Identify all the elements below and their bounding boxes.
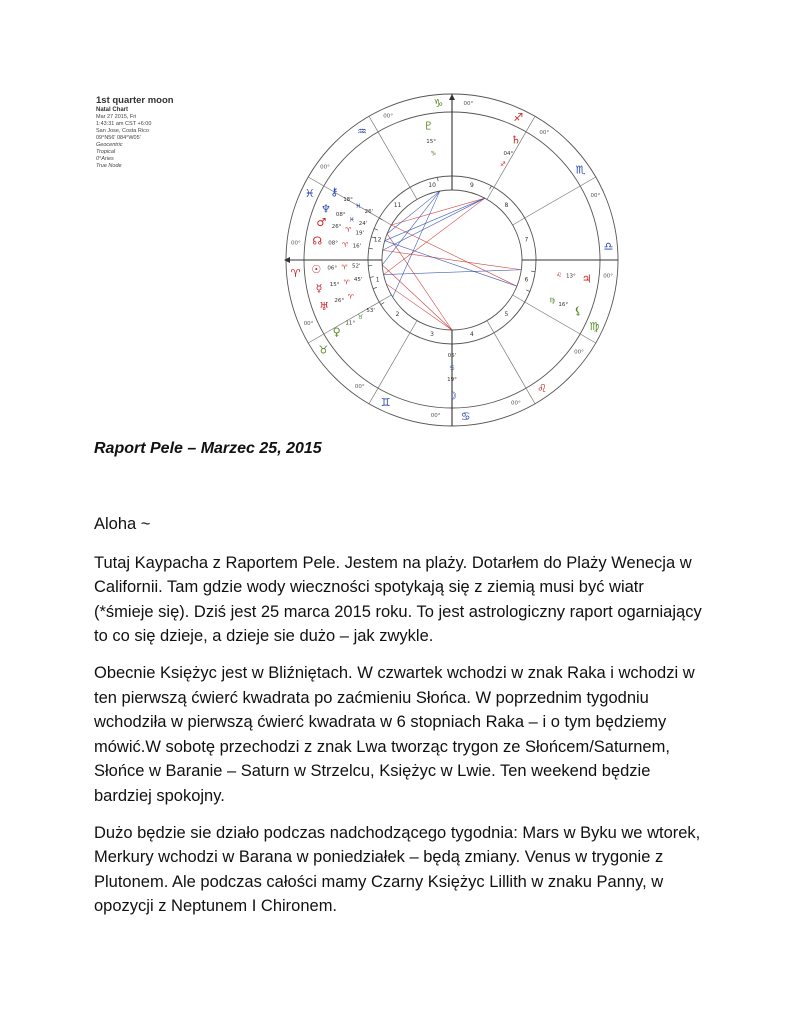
cusp-degree-label: 00°	[590, 193, 601, 200]
planet-glyph: ♀	[332, 325, 341, 339]
sign-glyph: ♎	[603, 239, 614, 253]
chart-subtitle: Natal Chart	[96, 107, 129, 113]
planet-glyph: ☉	[311, 262, 322, 276]
planet-glyph: ☊	[312, 234, 323, 248]
planet-sign: ♍	[549, 296, 556, 305]
cusp-degree-label: 00°	[320, 164, 330, 171]
planet-glyph: ♇	[423, 119, 434, 133]
planet-degree: 13°	[565, 273, 576, 280]
natal-chart-wheel	[282, 90, 622, 430]
cusp-degree-label: 00°	[510, 400, 521, 407]
chart-info-time: 1:43:31 am CST +6:00	[96, 121, 152, 127]
planet-degree: 11°	[345, 320, 356, 327]
planet-tick	[381, 302, 384, 304]
sign-glyph: ♈	[290, 267, 301, 281]
planet-sign: ♈	[347, 292, 354, 301]
planet-degree: 04°	[503, 151, 514, 158]
planet-degree: 08°	[335, 212, 346, 219]
cusp-degree-label: 00°	[539, 129, 550, 136]
natal-chart-svg	[282, 90, 622, 430]
chart-info-aries: 0°Aries	[96, 156, 114, 162]
asc-arrow	[284, 257, 290, 263]
planet-minute: 16'	[352, 243, 362, 250]
planet-tick	[437, 177, 438, 181]
sign-glyph: ♑	[433, 97, 444, 111]
planet-degree: 06°	[327, 265, 338, 272]
sign-glyph: ♊	[380, 395, 391, 409]
chart-caption	[96, 95, 206, 170]
house-number: 11	[393, 202, 402, 210]
cusp-degree-label: 00°	[354, 384, 365, 391]
planet-tick	[369, 248, 373, 249]
planet-glyph: ♄	[510, 133, 521, 147]
planet-glyph: ☿	[315, 281, 323, 295]
sign-glyph: ♐	[513, 111, 524, 125]
planet-tick	[531, 271, 535, 272]
planet-tick	[379, 218, 382, 220]
house-number: 9	[470, 182, 474, 190]
chart-info-geocentric: Geocentric	[96, 142, 123, 148]
planet-tick	[370, 277, 374, 278]
planet-degree: 15°	[426, 138, 437, 145]
planet-sign: ♈	[343, 278, 350, 287]
paragraph-2: Obecnie Księżyc jest w Bliźniętach. W czwartek wchodzi w znak Raka i wchodzi w ten pierwszą ćwierć kwadrata po zaćmieniu Słońca. W poprzednim tygodniu wchodziła w pierwszą ćwierć kwadrata w 6 stopniach Raka – i o tym będziemy mówić.W sobotę przechodzi z znak Lwa tworząc trygon ze Słońcem/Saturnem, Słońce w Baranie – Saturn w Strzelcu, Księżyc w Lwie. Ten weekend będzie bardziej spokojny.	[94, 663, 695, 805]
planet-glyph: ☽	[447, 389, 457, 403]
planet-sign: ♓	[355, 202, 362, 210]
planet-sign: ♑	[430, 149, 437, 158]
planet-degree: 15°	[329, 281, 340, 288]
planet-degree: 08°	[328, 240, 339, 247]
planet-sign: ♌	[556, 271, 562, 280]
greeting: Aloha ~	[94, 515, 151, 533]
house-number: 4	[470, 330, 474, 338]
cusp-degree-label: 00°	[463, 100, 474, 107]
planet-minute: 19'	[355, 230, 364, 237]
planet-degree: 26°	[331, 223, 342, 230]
chart-info-tropical: Tropical	[96, 149, 116, 155]
sign-glyph: ♏	[575, 163, 586, 177]
cusp-degree-label: 00°	[430, 413, 441, 420]
house-number: 2	[395, 310, 400, 318]
chart-info-date: Mar 27 2015, Fri	[96, 114, 137, 120]
planet-degree: 16°	[558, 301, 569, 308]
aspect-line	[387, 191, 440, 234]
planet-tick	[526, 290, 530, 291]
chart-info-place: San Jose, Costa Rico	[96, 128, 149, 134]
planet-minute: 52'	[351, 263, 361, 270]
sign-glyph: ♌	[537, 382, 547, 396]
planet-minute: 05'	[447, 353, 457, 359]
paragraph-3: Dużo będzie sie działo podczas nadchodzącego tygodnia: Mars w Byku we wtorek, Merkury wchodzi w Barana w poniedziałek – będą zmiany. Venus w trygonie z Plutonem. Ale podczas całości mamy Czarny Księżyc Lillith w znaku Panny, w opozycji z Neptunem I Chironem.	[94, 823, 701, 916]
house-number: 6	[524, 276, 529, 284]
cusp-degree-label: 00°	[574, 349, 584, 356]
chart-info-coords: 09°N56' 084°W05'	[96, 135, 141, 141]
house-number: 3	[430, 330, 434, 338]
chart-info-node: True Node	[96, 163, 122, 169]
house-cusp-5	[487, 321, 535, 407]
planet-glyph: ⚸	[574, 304, 583, 318]
planet-minute: 53'	[366, 307, 375, 314]
report-body	[94, 512, 704, 931]
cusp-degree-label: 00°	[603, 273, 614, 280]
house-cusp-3	[369, 321, 417, 404]
planet-glyph: ♆	[320, 202, 331, 216]
sign-glyph: ♍	[589, 319, 600, 333]
house-number: 5	[504, 310, 509, 318]
planet-minute: 24'	[358, 221, 368, 228]
sign-glyph: ♓	[304, 187, 315, 201]
sign-glyph: ♋	[460, 409, 471, 423]
planet-sign: ♓	[348, 215, 355, 224]
planet-sign: ♈	[341, 263, 348, 272]
house-cusp-11	[369, 113, 417, 199]
planet-minute: 45'	[353, 276, 363, 283]
planet-sign: ♐	[499, 160, 506, 169]
chart-title: 1st quarter moon	[96, 95, 174, 106]
house-number: 8	[504, 202, 509, 210]
aspect-line	[391, 225, 517, 286]
aspect-line	[383, 250, 522, 269]
house-number: 10	[428, 182, 436, 190]
planet-glyph: ♃	[581, 272, 592, 286]
house-number: 12	[373, 236, 382, 244]
planet-glyph: ♂	[316, 216, 327, 230]
house-cusp-8	[513, 177, 596, 225]
house-number: 1	[375, 276, 380, 284]
cusp-degree-label: 00°	[383, 113, 394, 120]
cusp-degree-label: 00°	[303, 320, 314, 327]
sign-glyph: ♒	[357, 124, 367, 138]
house-number: 7	[524, 236, 529, 244]
sign-glyph: ♉	[318, 343, 329, 357]
planet-sign: ♈	[342, 240, 348, 249]
planet-tick	[374, 229, 378, 230]
planet-sign: ♈	[345, 226, 352, 235]
planet-glyph: ♅	[319, 300, 330, 314]
planet-minute: 26'	[364, 209, 374, 215]
paragraph-1: Tutaj Kaypacha z Raportem Pele. Jestem na plaży. Dotarłem do Plaży Wenecja w Californii. Tam gdzie wody wieczności spotykają się z ziemią musi być wiatr (*śmieje się). Dziś jest 25 marca 2015 roku. To jest astrologiczny raport ogarniający to co się dzieje, a dzieje sie dużo – jak zwykle.	[94, 553, 702, 646]
house-cusp-9	[487, 116, 535, 199]
planet-tick	[373, 287, 377, 288]
cusp-degree-label: 00°	[290, 240, 301, 247]
report-title: Raport Pele – Marzec 25, 2015	[94, 440, 322, 457]
planet-degree: 18°	[343, 197, 353, 203]
planet-degree: 26°	[334, 298, 345, 305]
planet-sign: ♉	[357, 313, 364, 322]
aspect-line	[385, 241, 517, 287]
mc-arrow	[449, 94, 455, 100]
planet-glyph: ⚷	[330, 185, 339, 199]
aspect-line	[391, 198, 484, 225]
planet-degree: 19°	[447, 377, 457, 383]
planet-sign: ♋	[449, 364, 455, 372]
planet-tick	[490, 186, 492, 190]
